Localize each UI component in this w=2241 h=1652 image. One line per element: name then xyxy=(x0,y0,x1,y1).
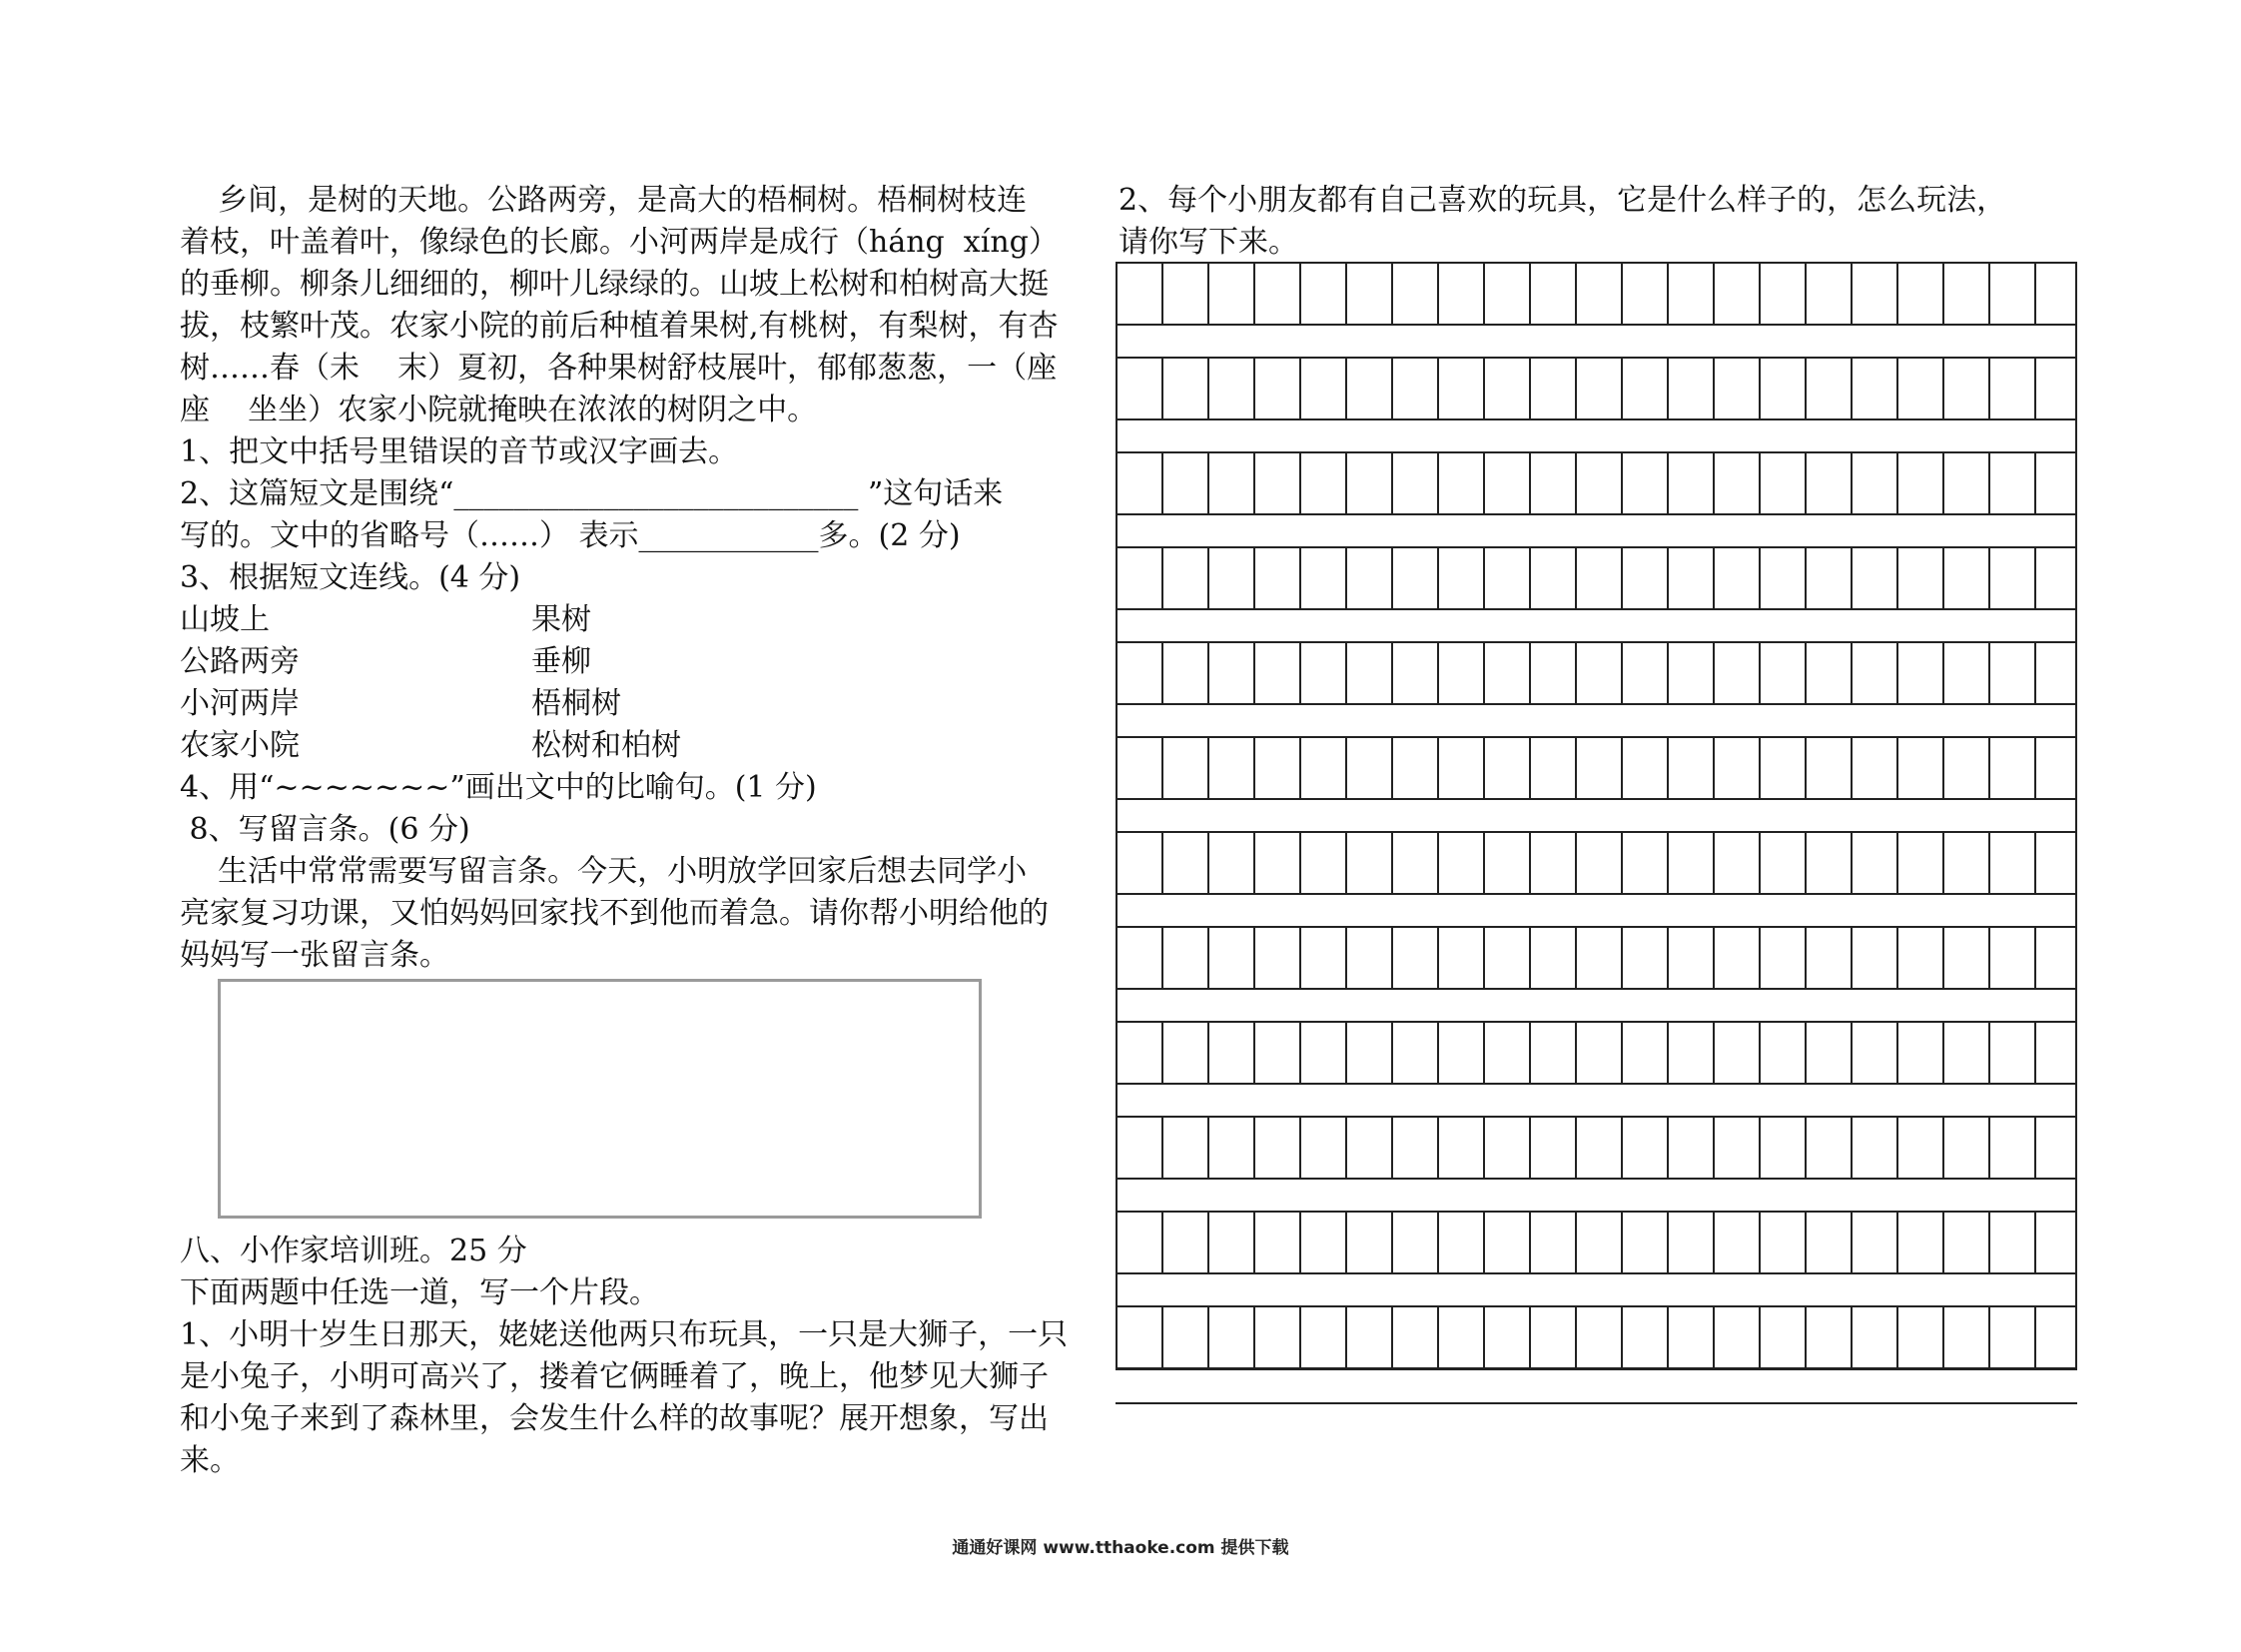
grid-row[interactable] xyxy=(1116,546,2077,610)
writing-option-1: 和小兔子来到了森林里，会发生什么样的故事呢？展开想象，写出 xyxy=(180,1401,1049,1436)
footer-credit: 通通好课网 www.tthaoke.com 提供下载 xyxy=(952,1538,1289,1558)
grid-row[interactable] xyxy=(1116,1116,2077,1180)
matching-left-item: 山坡上 xyxy=(180,602,270,637)
passage-line: 的垂柳。柳条儿细细的，柳叶儿绿绿的。山坡上松树和柏树高大挺 xyxy=(180,267,1049,302)
section-eight-title: 八、小作家培训班。25 分 xyxy=(180,1234,527,1268)
writing-option-2: 2、每个小朋友都有自己喜欢的玩具，它是什么样子的，怎么玩法， xyxy=(1119,183,2007,218)
grid-bottom-line xyxy=(1116,1402,2077,1404)
passage-line: 乡间，是树的天地。公路两旁，是高大的梧桐树。梧桐树枝连 xyxy=(180,183,1028,218)
section-8-text: 妈妈写一张留言条。 xyxy=(180,938,449,973)
grid-row[interactable] xyxy=(1116,926,2077,990)
section-8-text: 亮家复习功课，又怕妈妈回家找不到他而着急。请你帮小明给他的 xyxy=(180,896,1049,931)
grid-row[interactable] xyxy=(1116,831,2077,895)
passage-line: 拔，枝繁叶茂。农家小院的前后种植着果树,有桃树，有梨树，有杏 xyxy=(180,309,1059,344)
matching-left-item: 公路两旁 xyxy=(180,644,300,679)
memo-writing-box[interactable] xyxy=(218,979,982,1219)
writing-option-2: 请你写下来。 xyxy=(1119,225,1298,260)
grid-row[interactable] xyxy=(1116,451,2077,515)
grid-row[interactable] xyxy=(1116,736,2077,800)
grid-row[interactable] xyxy=(1116,1211,2077,1274)
grid-row[interactable] xyxy=(1116,641,2077,705)
grid-row[interactable] xyxy=(1116,262,2077,326)
passage-line: 树……春（未 末）夏初，各种果树舒枝展叶，郁郁葱葱，一（座 xyxy=(180,351,1058,386)
writing-option-1: 来。 xyxy=(180,1443,240,1478)
matching-right-item: 果树 xyxy=(531,602,591,637)
matching-left-item: 农家小院 xyxy=(180,728,300,763)
passage-line: 着枝，叶盖着叶，像绿色的长廊。小河两岸是成行（háng xíng） xyxy=(180,225,1059,260)
writing-option-1: 1、小明十岁生日那天，姥姥送他两只布玩具，一只是大狮子，一只 xyxy=(180,1317,1069,1352)
section-eight-instruction: 下面两题中任选一道，写一个片段。 xyxy=(180,1275,659,1310)
grid-row[interactable] xyxy=(1116,1021,2077,1085)
section-8-text: 生活中常常需要写留言条。今天，小明放学回家后想去同学小 xyxy=(180,854,1028,889)
grid-left-border xyxy=(1116,262,1118,1368)
matching-right-item: 松树和柏树 xyxy=(531,728,681,763)
grid-divider xyxy=(1116,1368,2077,1370)
passage-line: 座 坐坐）农家小院就掩映在浓浓的树阴之中。 xyxy=(180,393,818,427)
question-3: 3、根据短文连线。(4 分) xyxy=(180,560,521,595)
matching-right-item: 梧桐树 xyxy=(531,686,621,721)
matching-left-item: 小河两岸 xyxy=(180,686,300,721)
section-8-title: 8、写留言条。(6 分) xyxy=(180,812,470,847)
question-2-line1: 2、这篇短文是围绕“___________________________ ”这句话来 xyxy=(180,476,1004,511)
question-2-line2: 写的。文中的省略号（……） 表示____________多。(2 分) xyxy=(180,518,961,553)
grid-row[interactable] xyxy=(1116,357,2077,420)
question-4: 4、用“~~~~~~~”画出文中的比喻句。(1 分) xyxy=(180,770,817,805)
composition-grid[interactable] xyxy=(1116,262,2077,1405)
writing-option-1: 是小兔子，小明可高兴了，搂着它俩睡着了，晚上，他梦见大狮子 xyxy=(180,1359,1049,1394)
grid-row[interactable] xyxy=(1116,1305,2077,1369)
question-1: 1、把文中括号里错误的音节或汉字画去。 xyxy=(180,434,739,469)
matching-right-item: 垂柳 xyxy=(531,644,591,679)
grid-right-border xyxy=(2075,262,2077,1368)
